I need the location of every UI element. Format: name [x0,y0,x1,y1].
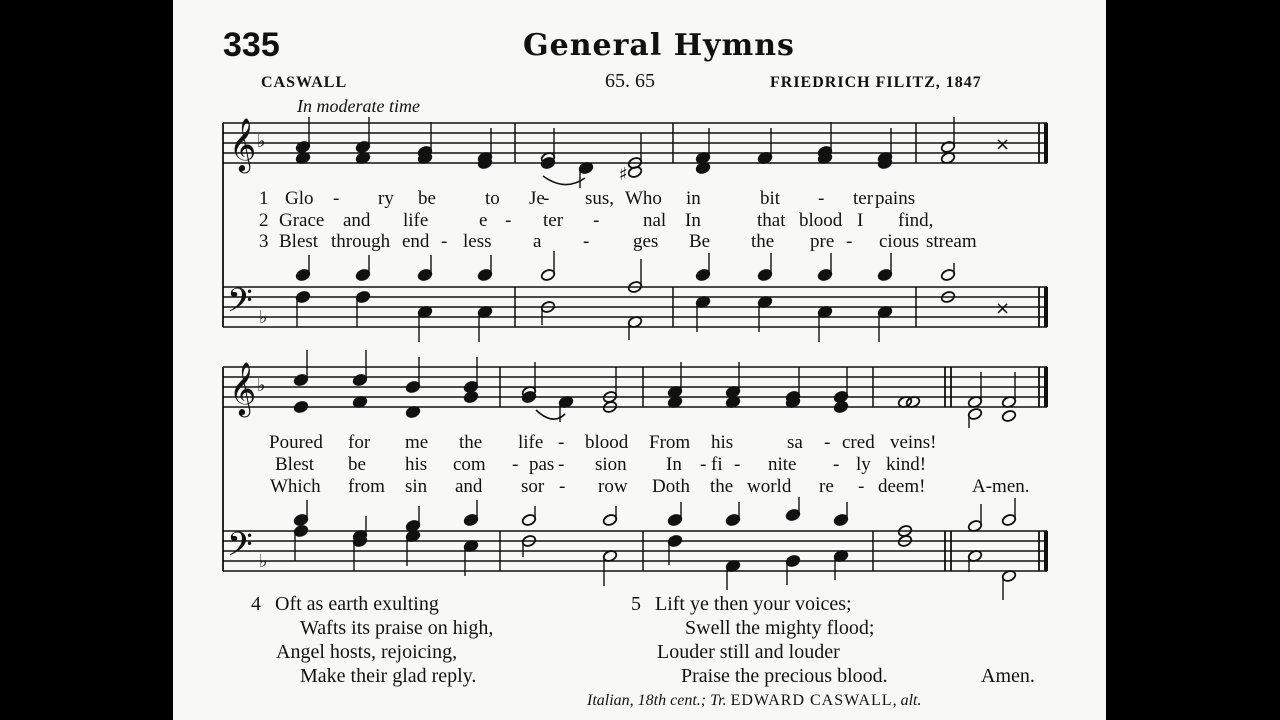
lyric-syllable: - [734,454,741,475]
lyric-syllable: - [441,231,448,252]
lyric-syllable: Je [529,188,545,209]
lyric-syllable: in [686,188,701,209]
lyric-syllable: pains [875,188,916,209]
lyric-syllable: blood [585,432,629,453]
lyric-syllable: row [598,476,628,497]
rest-icon: × [995,298,1011,319]
stanza-4-line: Make their glad reply. [300,665,477,687]
lyric-syllable: blood [799,210,843,231]
lyric-syllable: from [348,476,385,497]
stanza-5-line: Swell the mighty flood; [685,617,875,639]
lyric-syllable: to [485,188,500,209]
verse-2-number: 2 [259,210,269,231]
lyric-syllable: sus, [585,188,615,209]
translator-name: EDWARD CASWALL [730,692,893,709]
lyric-syllable: Who [625,188,662,209]
lyric-syllable: - [512,454,519,475]
lyric-syllable: find, [898,210,934,231]
lyric-syllable: - [833,454,840,475]
hymn-number: 335 [223,26,280,64]
stanza-4-number: 4 [251,593,261,615]
lyric-syllable: From [649,432,691,453]
lyric-syllable: - [558,454,565,475]
lyric-syllable: - [700,454,707,475]
lyric-syllable: the [459,432,483,453]
lyric-syllable: sa [787,432,803,453]
stanza-5-number: 5 [631,593,641,615]
lyric-syllable: cious [879,231,920,252]
composer: FRIEDRICH FILITZ, 1847 [770,74,982,91]
lyric-syllable: for [348,432,371,453]
lyric-syllable: Which [270,476,321,497]
lyric-syllable: sin [405,476,428,497]
lyric-syllable: ly [856,454,871,475]
lyric-syllable: the [710,476,734,497]
lyric-syllable: - [505,210,512,231]
lyric-syllable: cred [842,432,875,453]
lyric-syllable: and [343,210,371,231]
note-head [463,390,478,403]
lyric-syllable: life [518,432,544,453]
lyric-syllable: ter [543,210,564,231]
lyric-syllable: the [751,231,775,252]
lyric-syllable: - [593,210,600,231]
lyric-syllable: Poured [269,432,323,453]
lyric-syllable: life [403,210,429,231]
lyric-syllable: Blest [279,231,319,252]
lyric-syllable: deem! [878,476,926,497]
attribution-prefix: Italian, 18th cent.; Tr. [587,692,727,709]
lyric-syllable: be [348,454,366,475]
lyric-syllable: In [666,454,682,475]
lyric-syllable: a [533,231,542,252]
stanza-5-line: Louder still and louder [657,641,840,663]
flat-icon: ♭ [259,307,268,328]
lyric-syllable: ry [378,188,394,209]
note-head [1001,409,1016,422]
lyric-syllable: com [453,454,486,475]
lyric-syllable: ges [633,231,659,252]
lyric-syllable: - [858,476,865,497]
hymnal-page [173,0,1106,720]
slur [543,176,585,185]
lyric-syllable: his [711,432,734,453]
lyric-syllable: world [747,476,792,497]
flat-icon: ♭ [257,375,266,396]
verse-3-number: 3 [259,231,269,252]
stanza-5-amen: Amen. [981,665,1035,687]
lyric-syllable: sor [521,476,545,497]
lyric-syllable: nal [643,210,667,231]
lyric-syllable: nite [768,454,797,475]
tune-name: CASWALL [261,74,348,91]
lyric-syllable: be [418,188,436,209]
bass-clef-icon: 𝄢 [227,526,253,572]
lyric-syllable: through [331,231,391,252]
treble-clef-icon: 𝄞 [229,361,257,415]
lyric-syllable: - [543,188,550,209]
lyric-syllable: Glo [285,188,314,209]
lyric-syllable: me [405,432,429,453]
lyric-syllable: less [463,231,492,252]
flat-icon: ♭ [257,131,266,152]
lyric-syllable: e [479,210,488,231]
flat-icon: ♭ [259,551,268,572]
lyric-syllable: his [405,454,428,475]
stanza-4-line: Angel hosts, rejoicing, [276,641,458,663]
treble-clef-icon: 𝄞 [229,117,257,171]
lyric-syllable: A-men. [972,476,1030,497]
lyric-syllable: re [819,476,834,497]
lyric-syllable: stream [926,231,977,252]
lyric-syllable: sion [595,454,627,475]
lyric-syllable: - [559,476,566,497]
lyric-syllable: Blest [275,454,315,475]
lyric-syllable: pre [810,231,835,252]
section-title: General Hymns [523,28,795,63]
lyric-syllable: Be [689,231,711,252]
lyric-syllable: Doth [652,476,690,497]
sharp-icon: ♯ [619,164,628,185]
bass-clef-icon: 𝄢 [227,282,253,328]
note-head [293,400,308,413]
lyric-syllable: bit [760,188,781,209]
lyric-syllable: - [583,231,590,252]
tempo-marking: In moderate time [297,96,420,116]
lyric-syllable: - [824,432,831,453]
lyric-syllable: veins! [890,432,937,453]
lyric-syllable: In [685,210,701,231]
rest-icon: × [995,134,1011,155]
attribution [587,692,921,710]
lyric-syllable: - [333,188,340,209]
lyric-syllable: and [455,476,483,497]
lyric-syllable: - [818,188,825,209]
verse-1-number: 1 [259,188,269,209]
stanza-4-line: Oft as earth exulting [275,593,439,615]
stanza-4-line: Wafts its praise on high, [300,617,494,639]
stanza-5-line: Praise the precious blood. [681,665,888,687]
meter: 65. 65 [605,70,655,92]
attribution-suffix: , alt. [892,692,922,709]
lyric-syllable: kind! [886,454,927,475]
lyric-syllable: I [857,210,864,231]
lyric-syllable: - [846,231,853,252]
lyric-syllable: that [757,210,786,231]
note-head [833,400,848,413]
lyric-syllable: Grace [279,210,325,231]
lyric-syllable: fi [711,454,723,475]
stanza-5-line: Lift ye then your voices; [655,593,852,615]
lyric-syllable: ter [853,188,874,209]
lyric-syllable: end [402,231,430,252]
lyric-syllable: pas [529,454,555,475]
lyric-syllable: - [558,432,565,453]
